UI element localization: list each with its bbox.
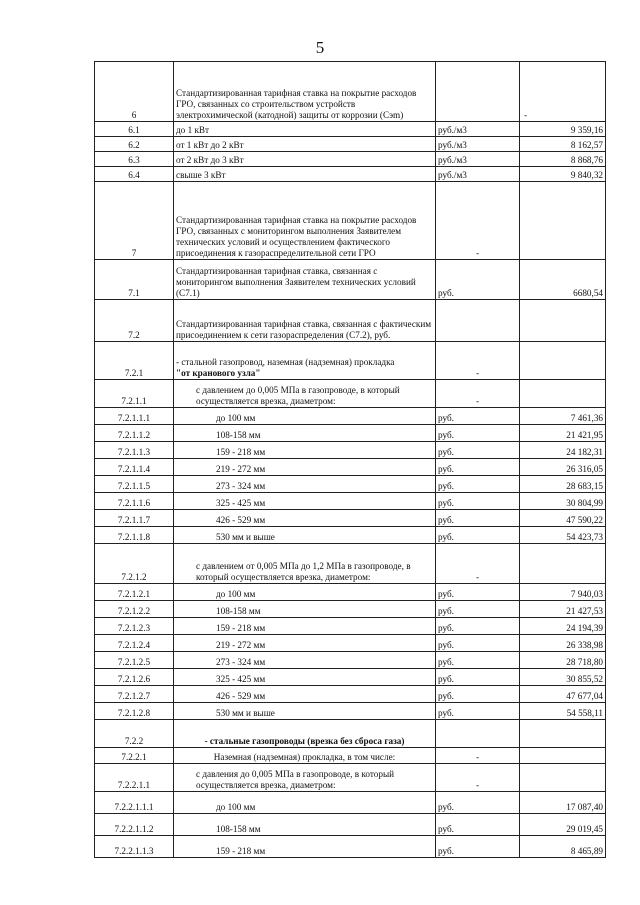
- value-cell: [520, 342, 606, 380]
- unit-cell: руб.: [436, 669, 520, 686]
- table-row: [95, 442, 606, 459]
- row-number-cell: 6.3: [95, 152, 174, 167]
- description-cell: [174, 764, 436, 792]
- value-cell: 29 019,45: [520, 814, 606, 836]
- description-text: от 1 кВт до 2 кВт: [176, 140, 244, 150]
- unit-cell: руб.: [436, 493, 520, 510]
- value-cell: 21 427,53: [520, 601, 606, 618]
- description-cell: [174, 601, 436, 618]
- description-text: Стандартизированная тарифная ставка на покрытие расходов ГРО, связанных с мониторингом выполнения Заявителем технических условий и осуществлением фактического присоединения к газораспределительной сети ГРО: [176, 215, 417, 258]
- tariff-table: [94, 61, 606, 858]
- table-row: [95, 182, 606, 260]
- value-cell: 30 855,52: [520, 669, 606, 686]
- value-cell: 9 840,32: [520, 167, 606, 182]
- description-text: с давления до 0,005 МПа в газопроводе, в который осуществляется врезка, диаметром:: [196, 769, 395, 790]
- unit-cell: -: [436, 764, 520, 792]
- description-text: с давлением от 0,005 МПа до 1,2 МПа в газопроводе, в который осуществляется врезка, диаметром:: [196, 561, 411, 582]
- value-cell: 54 423,73: [520, 527, 606, 544]
- description-cell: [174, 686, 436, 703]
- row-number-cell: 7.2.1.2: [95, 544, 174, 584]
- description-text: - стальные газопроводы (врезка без сброса газа): [204, 736, 405, 746]
- unit-cell: руб.: [436, 792, 520, 814]
- unit-cell: руб./м3: [436, 152, 520, 167]
- unit-cell: -: [436, 380, 520, 408]
- table-row: [95, 527, 606, 544]
- unit-cell: [436, 720, 520, 748]
- table-row: [95, 635, 606, 652]
- table-row: [95, 122, 606, 137]
- unit-cell: [436, 62, 520, 122]
- table-row: [95, 510, 606, 527]
- table-row: [95, 764, 606, 792]
- description-cell: [174, 510, 436, 527]
- value-cell: -: [520, 62, 606, 122]
- value-cell: 7 461,36: [520, 408, 606, 425]
- row-number-cell: 7.2.1.2.7: [95, 686, 174, 703]
- row-number-cell: 7.2.1.1.6: [95, 493, 174, 510]
- row-number-cell: 7: [95, 182, 174, 260]
- table-row: [95, 380, 606, 408]
- description-cell: [174, 442, 436, 459]
- value-cell: [520, 720, 606, 748]
- value-cell: 7 940,03: [520, 584, 606, 601]
- unit-cell: -: [436, 182, 520, 260]
- table-row: [95, 300, 606, 342]
- value-cell: 24 194,39: [520, 618, 606, 635]
- value-cell: [520, 748, 606, 764]
- table-row: [95, 260, 606, 300]
- description-cell: [174, 122, 436, 137]
- table-row: [95, 544, 606, 584]
- description-cell: [174, 584, 436, 601]
- unit-cell: руб./м3: [436, 137, 520, 152]
- unit-cell: руб.: [436, 618, 520, 635]
- unit-cell: руб.: [436, 527, 520, 544]
- value-cell: [520, 380, 606, 408]
- table-row: [95, 584, 606, 601]
- page-number: 5: [315, 38, 325, 57]
- row-number-cell: 7.2.1.2.4: [95, 635, 174, 652]
- unit-cell: руб./м3: [436, 122, 520, 137]
- description-text: свыше 3 кВт: [176, 170, 226, 180]
- description-cell: [174, 635, 436, 652]
- unit-cell: руб.: [436, 686, 520, 703]
- unit-cell: руб.: [436, 425, 520, 442]
- description-cell: [174, 493, 436, 510]
- table-row: [95, 459, 606, 476]
- description-cell: [174, 527, 436, 544]
- description-cell: [174, 618, 436, 635]
- value-cell: 54 558,11: [520, 703, 606, 720]
- value-cell: [520, 544, 606, 584]
- table-row: [95, 652, 606, 669]
- table-row: [95, 748, 606, 764]
- unit-cell: [436, 300, 520, 342]
- value-cell: 28 683,15: [520, 476, 606, 493]
- description-text: 530 мм и выше: [216, 532, 275, 542]
- row-number-cell: 7.2.2.1.1.2: [95, 814, 174, 836]
- value-cell: 47 590,22: [520, 510, 606, 527]
- row-number-cell: 7.2.1.2.3: [95, 618, 174, 635]
- row-number-cell: 7.2.1.1.3: [95, 442, 174, 459]
- value-cell: [520, 182, 606, 260]
- description-text: 108-158 мм: [216, 430, 261, 440]
- value-cell: [520, 300, 606, 342]
- description-cell: [174, 703, 436, 720]
- table-row: [95, 62, 606, 122]
- description-text: 159 - 218 мм: [216, 447, 266, 457]
- description-text: 273 - 324 мм: [216, 657, 266, 667]
- value-cell: [520, 764, 606, 792]
- unit-cell: -: [436, 544, 520, 584]
- description-cell: [174, 476, 436, 493]
- table-row: [95, 601, 606, 618]
- description-cell: [174, 425, 436, 442]
- description-text: 108-158 мм: [216, 824, 261, 834]
- table-row: [95, 669, 606, 686]
- description-cell: [174, 652, 436, 669]
- description-cell: [174, 300, 436, 342]
- row-number-cell: 7.2.2.1: [95, 748, 174, 764]
- unit-cell: руб.: [436, 584, 520, 601]
- table-row: [95, 720, 606, 748]
- table-row: [95, 618, 606, 635]
- description-text: с давлением до 0,005 МПа в газопроводе, в который осуществляется врезка, диаметром:: [196, 385, 400, 406]
- row-number-cell: 7.2.1.2.2: [95, 601, 174, 618]
- row-number-cell: 7.2.1.1: [95, 380, 174, 408]
- description-text: 530 мм и выше: [216, 708, 275, 718]
- row-number-cell: 7.2.2.1.1.1: [95, 792, 174, 814]
- description-text: Стандартизированная тарифная ставка на покрытие расходов ГРО, связанных со строительством устройств электрохимической (катодной) защиты от коррозии (Cэm): [176, 88, 417, 120]
- row-number-cell: 6.4: [95, 167, 174, 182]
- description-cell: [174, 669, 436, 686]
- value-cell: 8 162,57: [520, 137, 606, 152]
- description-text: до 1 кВт: [176, 125, 210, 135]
- unit-cell: руб.: [436, 601, 520, 618]
- unit-cell: руб.: [436, 635, 520, 652]
- table-row: [95, 425, 606, 442]
- description-cell: [174, 62, 436, 122]
- description-text: от 2 кВт до 3 кВт: [176, 155, 244, 165]
- value-cell: 26 316,05: [520, 459, 606, 476]
- row-number-cell: 7.2.2.1.1: [95, 764, 174, 792]
- value-cell: 21 421,95: [520, 425, 606, 442]
- unit-cell: руб.: [436, 442, 520, 459]
- description-cell: [174, 408, 436, 425]
- value-cell: 28 718,80: [520, 652, 606, 669]
- unit-cell: руб.: [436, 476, 520, 493]
- description-cell: [174, 720, 436, 748]
- value-cell: 9 359,16: [520, 122, 606, 137]
- value-cell: 8 465,89: [520, 836, 606, 858]
- row-number-cell: 7.2.1.2.8: [95, 703, 174, 720]
- description-cell: [174, 152, 436, 167]
- description-text: Наземная (надземная) прокладка, в том числе:: [213, 752, 396, 762]
- unit-cell: -: [436, 748, 520, 764]
- value-cell: 24 182,31: [520, 442, 606, 459]
- description-text: Стандартизированная тарифная ставка, связанная с фактическим присоединением к сети газораспределения (С7.2), руб.: [176, 319, 432, 340]
- description-cell: [174, 342, 436, 380]
- description-cell: [174, 260, 436, 300]
- table-row: [95, 814, 606, 836]
- description-text: 325 - 425 мм: [216, 674, 266, 684]
- unit-cell: руб.: [436, 836, 520, 858]
- description-text: до 100 мм: [216, 802, 256, 812]
- value-cell: 30 804,99: [520, 493, 606, 510]
- table-row: [95, 792, 606, 814]
- description-cell: [174, 544, 436, 584]
- description-cell: [174, 792, 436, 814]
- unit-cell: руб.: [436, 459, 520, 476]
- description-text: 108-158 мм: [216, 606, 261, 616]
- unit-cell: руб.: [436, 408, 520, 425]
- row-number-cell: 7.2.1.1.8: [95, 527, 174, 544]
- value-cell: 8 868,76: [520, 152, 606, 167]
- description-text: до 100 мм: [216, 413, 256, 423]
- table-row: [95, 152, 606, 167]
- row-number-cell: 7.2.1.2.6: [95, 669, 174, 686]
- unit-cell: руб.: [436, 510, 520, 527]
- row-number-cell: 6.1: [95, 122, 174, 137]
- description-text: 426 - 529 мм: [216, 515, 266, 525]
- description-text: 159 - 218 мм: [216, 623, 266, 633]
- value-cell: 6680,54: [520, 260, 606, 300]
- value-cell: 47 677,04: [520, 686, 606, 703]
- row-number-cell: 7.2.1.2.5: [95, 652, 174, 669]
- description-cell: [174, 182, 436, 260]
- row-number-cell: 7.2.1: [95, 342, 174, 380]
- row-number-cell: 7.1: [95, 260, 174, 300]
- description-cell: [174, 167, 436, 182]
- description-text: 159 - 218 мм: [216, 846, 266, 856]
- description-text: 273 - 324 мм: [216, 481, 266, 491]
- description-text: 426 - 529 мм: [216, 691, 266, 701]
- row-number-cell: 7.2.1.1.5: [95, 476, 174, 493]
- description-cell: [174, 836, 436, 858]
- table-row: [95, 167, 606, 182]
- row-number-cell: 7.2.1.1.7: [95, 510, 174, 527]
- description-text: до 100 мм: [216, 589, 256, 599]
- unit-cell: руб.: [436, 703, 520, 720]
- table-row: [95, 137, 606, 152]
- table-row: [95, 703, 606, 720]
- row-number-cell: 7.2: [95, 300, 174, 342]
- description-text: 325 - 425 мм: [216, 498, 266, 508]
- description-text: 219 - 272 мм: [216, 640, 266, 650]
- unit-cell: руб.: [436, 260, 520, 300]
- unit-cell: руб.: [436, 814, 520, 836]
- value-cell: 17 087,40: [520, 792, 606, 814]
- row-number-cell: 6: [95, 62, 174, 122]
- row-number-cell: 6.2: [95, 137, 174, 152]
- table-row: [95, 493, 606, 510]
- row-number-cell: 7.2.1.1.1: [95, 408, 174, 425]
- description-text: - стальной газопровод, наземная (надземная) прокладка: [176, 357, 395, 367]
- table-row: [95, 836, 606, 858]
- table-row: [95, 686, 606, 703]
- value-cell: 26 338,98: [520, 635, 606, 652]
- row-number-cell: 7.2.2.1.1.3: [95, 836, 174, 858]
- description-cell: [174, 748, 436, 764]
- description-text: Стандартизированная тарифная ставка, связанная с мониторингом выполнения Заявителем технических условий (С7.1): [176, 266, 416, 298]
- description-cell: [174, 137, 436, 152]
- unit-cell: руб.: [436, 652, 520, 669]
- unit-cell: -: [436, 342, 520, 380]
- table-row: [95, 476, 606, 493]
- unit-cell: руб./м3: [436, 167, 520, 182]
- description-cell: [174, 814, 436, 836]
- description-text: 219 - 272 мм: [216, 464, 266, 474]
- row-number-cell: 7.2.1.1.4: [95, 459, 174, 476]
- description-cell: [174, 380, 436, 408]
- table-row: [95, 408, 606, 425]
- table-row: [95, 342, 606, 380]
- row-number-cell: 7.2.1.2.1: [95, 584, 174, 601]
- description-bold-text: "от кранового узла": [176, 368, 261, 378]
- row-number-cell: 7.2.2: [95, 720, 174, 748]
- row-number-cell: 7.2.1.1.2: [95, 425, 174, 442]
- description-cell: [174, 459, 436, 476]
- tariff-table-body: [95, 62, 606, 858]
